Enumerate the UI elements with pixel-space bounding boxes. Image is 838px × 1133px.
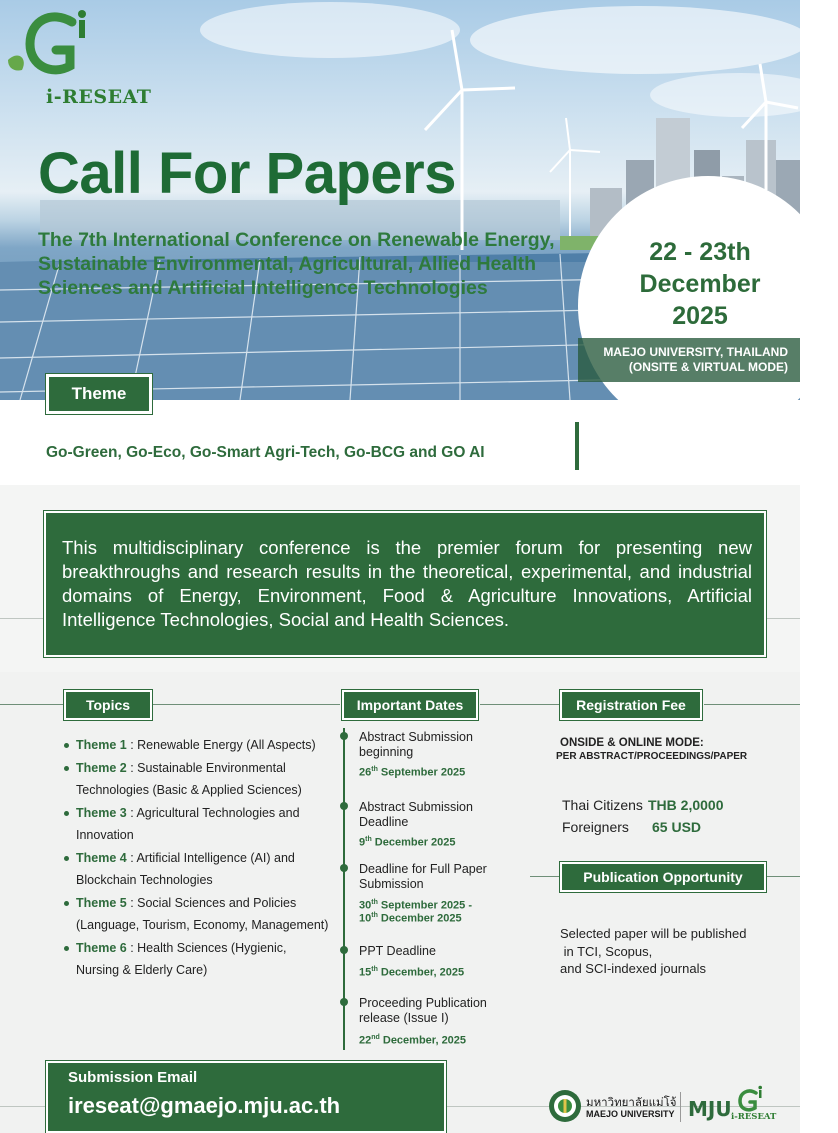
topic-name: Theme 5 xyxy=(76,895,127,910)
publication-text xyxy=(560,925,780,978)
fee-label: Foreigners xyxy=(562,819,629,835)
date-item-title: Abstract Submission beginning xyxy=(359,730,473,759)
topic-name: Theme 2 xyxy=(76,760,127,775)
registration-label: Registration Fee xyxy=(560,690,702,720)
date-item-date: 30th September 2025 - xyxy=(359,899,473,912)
topic-desc: : Sustainable Environmental Technologies (Basic & Applied Sciences) xyxy=(76,760,302,797)
topic-item xyxy=(62,757,332,802)
timeline-dot xyxy=(340,864,348,872)
conference-subtitle: The 7th International Conference on Renewable Energy, Sustainable Environmental, Agricultural, Allied Health Sciences and Artificial Intelligence Technologies xyxy=(38,229,555,299)
hero-banner xyxy=(0,0,800,400)
date-item-date: 15th December, 2025 xyxy=(359,966,465,979)
date-item-date: 22nd December, 2025 xyxy=(359,1034,467,1047)
dates-label: Important Dates xyxy=(342,690,478,720)
fee-value: 65 USD xyxy=(652,819,702,835)
page-title: Call For Papers xyxy=(38,141,456,206)
registration-header-line xyxy=(704,704,800,705)
topic-desc: : Health Sciences (Hygienic, Nursing & Elderly Care) xyxy=(76,940,287,977)
topic-name: Theme 6 xyxy=(76,940,127,955)
submission-label: Submission Email xyxy=(68,1069,198,1086)
topic-name: Theme 3 xyxy=(76,805,127,820)
timeline-dot xyxy=(340,998,348,1006)
date-item-title: Proceeding Publication release (Issue I) xyxy=(359,996,487,1025)
event-date-year: 2025 xyxy=(672,302,728,330)
theme-text: Go-Green, Go-Eco, Go-Smart Agri-Tech, Go-BCG and GO AI xyxy=(46,444,485,461)
fee-label: Thai Citizens xyxy=(562,797,643,813)
publication-text-line: and SCI-indexed journals xyxy=(560,961,706,976)
venue-name: MAEJO UNIVERSITY, THAILAND xyxy=(603,345,788,359)
publication-text-line: in TCI, Scopus, xyxy=(560,943,653,959)
theme-divider xyxy=(575,422,579,470)
date-item-title: Deadline for Full Paper Submission xyxy=(359,862,487,891)
topic-item xyxy=(62,847,332,892)
date-item-date: 26th September 2025 xyxy=(359,766,466,779)
topic-name: Theme 1 xyxy=(76,738,127,752)
timeline-dot xyxy=(340,946,348,954)
date-item-date: 9th December 2025 xyxy=(359,836,456,849)
theme-label: Theme xyxy=(46,374,152,414)
small-logo-text: i-RESEAT xyxy=(731,1112,777,1122)
event-date xyxy=(590,236,810,332)
event-date-days: 22 - 23th xyxy=(649,238,751,266)
publication-text-line: Selected paper will be published xyxy=(560,926,747,941)
university-seal-icon xyxy=(548,1089,582,1123)
dates-header-line xyxy=(480,704,560,705)
timeline-dot xyxy=(340,802,348,810)
topic-name: Theme 4 xyxy=(76,850,127,865)
date-item-date: 10th December 2025 xyxy=(359,912,462,925)
topic-item xyxy=(62,937,332,982)
event-date-month: December xyxy=(639,270,761,298)
footer-logo-separator xyxy=(680,1092,681,1122)
topic-desc: : Artificial Intelligence (AI) and Blockchain Technologies xyxy=(76,850,295,887)
mju-mark-icon xyxy=(686,1091,732,1123)
venue-mode: (ONSITE & VIRTUAL MODE) xyxy=(628,360,788,374)
topic-desc: : Social Sciences and Policies (Language, Tourism, Economy, Management) xyxy=(76,895,329,932)
date-item-title: PPT Deadline xyxy=(359,944,436,958)
topic-item xyxy=(62,892,332,937)
logo-text: i-RESEAT xyxy=(46,86,152,108)
topic-desc: : Renewable Energy (All Aspects) xyxy=(126,738,316,752)
venue-text xyxy=(578,345,788,375)
topic-desc: : Agricultural Technologies and Innovation xyxy=(76,805,300,842)
publication-label: Publication Opportunity xyxy=(560,862,766,892)
university-name-english: MAEJO UNIVERSITY xyxy=(586,1109,675,1119)
submission-email[interactable]: ireseat@gmaejo.mju.ac.th xyxy=(68,1093,341,1118)
svg-text:MJU: MJU xyxy=(688,1097,732,1121)
date-item-title: Abstract Submission Deadline xyxy=(359,800,473,829)
registration-mode: ONSIDE & ONLINE MODE: xyxy=(560,737,704,749)
topics-header-line xyxy=(0,704,340,705)
topic-item xyxy=(62,802,332,847)
university-name-thai: มหาวิทยาลัยแม่โจ้ xyxy=(586,1097,677,1109)
topic-item xyxy=(62,734,332,757)
g-leaf-logo-icon xyxy=(0,0,116,100)
fee-value: THB 2,0000 xyxy=(648,797,724,813)
topics-label: Topics xyxy=(64,690,152,720)
timeline-dot xyxy=(340,732,348,740)
topics-list xyxy=(62,734,332,982)
g-leaf-logo-icon xyxy=(730,1085,770,1115)
intro-text: This multidisciplinary conference is the premier forum for presenting new breakthroughs and research results in the theoretical, experimental, and industrial domains of Energy, Environment, Food & Agriculture Innovations, Artificial Intelligence Technologies, Social and Health Sciences. xyxy=(62,537,752,630)
registration-per: PER ABSTRACT/PROCEEDINGS/PAPER xyxy=(556,751,748,762)
